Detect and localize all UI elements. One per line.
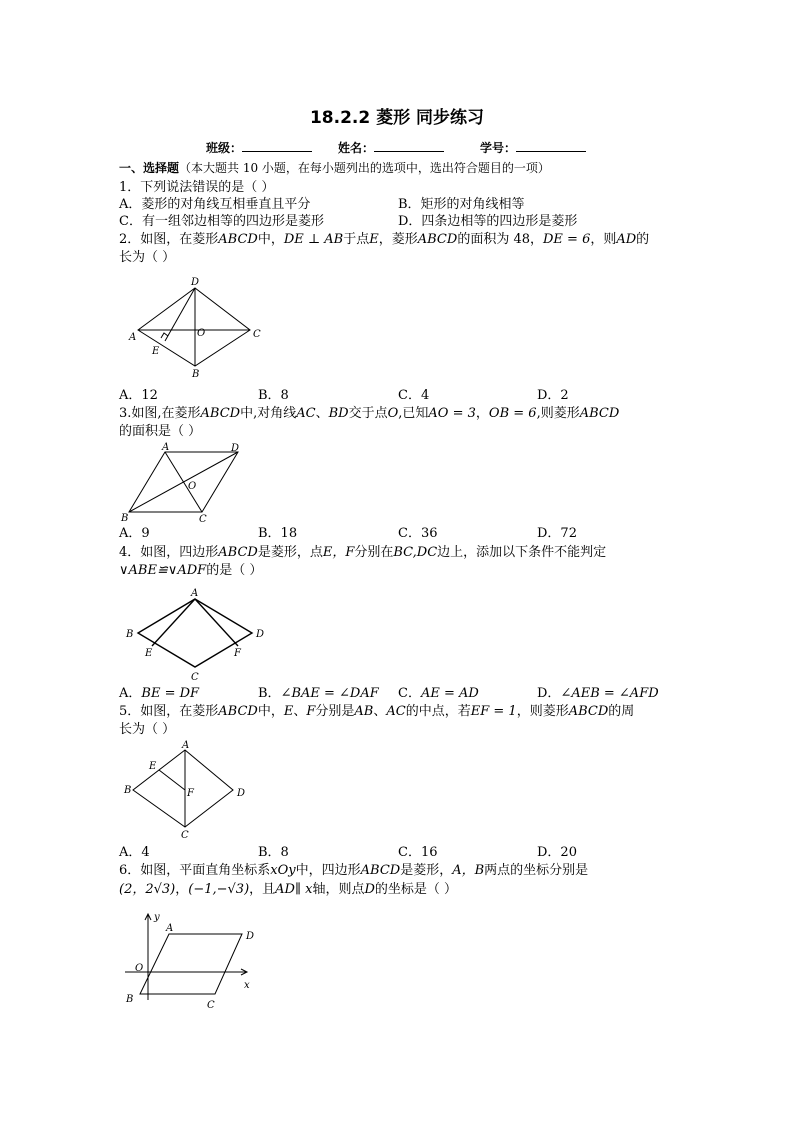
q3-stem-line1: 3.如图,在菱形ABCD中,对角线AC、BD交于点O,已知AO = 3，OB = 6,则菱形ABCD bbox=[119, 406, 620, 421]
q5-label-b: B bbox=[124, 785, 132, 796]
q5-label-d: D bbox=[237, 788, 246, 799]
q2-label-d: D bbox=[191, 277, 200, 288]
q2-label-o: O bbox=[197, 328, 206, 339]
q2-label-c: C bbox=[253, 329, 261, 340]
q2-option-b[interactable]: B．8 bbox=[258, 388, 289, 403]
q2-option-d[interactable]: D．2 bbox=[537, 388, 569, 403]
id-label: 学号： bbox=[480, 141, 517, 155]
q5-label-c: C bbox=[181, 830, 189, 841]
q5-option-d[interactable]: D．20 bbox=[537, 845, 577, 860]
q4-label-c: C bbox=[191, 672, 199, 683]
q6-label-d: D bbox=[246, 931, 255, 942]
q3-option-b[interactable]: B．18 bbox=[258, 526, 298, 541]
q3-option-a[interactable]: A．9 bbox=[119, 526, 150, 541]
q4-label-d: D bbox=[256, 629, 265, 640]
section-label: 一、选择题 bbox=[119, 161, 180, 175]
q6-stem-line2: (2，2√3)，(−1,−√3)，且AD∥ x轴，则点D的坐标是（ ） bbox=[119, 882, 458, 897]
q6-label-x: x bbox=[244, 980, 250, 991]
q4-option-a[interactable]: A．BE = DF bbox=[119, 686, 200, 701]
section-note: （本大题共 10 小题，在每小题列出的选项中，选出符合题目的一项） bbox=[179, 161, 550, 175]
q2-stem-line2: 长为（ ） bbox=[119, 250, 176, 265]
q5-label-e: E bbox=[149, 761, 157, 772]
q4-option-c[interactable]: C．AE = AD bbox=[398, 686, 479, 701]
q2-option-c[interactable]: C．4 bbox=[398, 388, 430, 403]
q3-stem-line2: 的面积是（ ） bbox=[119, 424, 202, 439]
q1-stem: 1．下列说法错误的是（ ） bbox=[119, 180, 275, 195]
q4-option-b[interactable]: B．∠BAE = ∠DAF bbox=[258, 686, 379, 701]
q6-label-b: B bbox=[126, 994, 134, 1005]
q4-label-e: E bbox=[145, 648, 153, 659]
q5-option-a[interactable]: A．4 bbox=[119, 845, 150, 860]
q1-option-c[interactable]: C．有一组邻边相等的四边形是菱形 bbox=[119, 214, 324, 229]
q4-label-a: A bbox=[191, 588, 199, 599]
q1-option-b[interactable]: B．矩形的对角线相等 bbox=[398, 197, 525, 212]
q1-option-d[interactable]: D．四条边相等的四边形是菱形 bbox=[398, 214, 578, 229]
q3-label-c: C bbox=[199, 514, 207, 525]
page-title: 18.2.2 菱形 同步练习 bbox=[309, 108, 485, 128]
q5-label-f: F bbox=[187, 788, 194, 799]
q6-label-o: O bbox=[135, 963, 144, 974]
q2-stem-line1: 2．如图，在菱形ABCD中，DE ⊥ AB于点E，菱形ABCD的面积为 48，DE = 6，则AD的 bbox=[119, 232, 650, 247]
q3-option-c[interactable]: C．36 bbox=[398, 526, 438, 541]
q6-stem-line1: 6．如图，平面直角坐标系xOy中，四边形ABCD是菱形，A，B两点的坐标分别是 bbox=[119, 863, 589, 878]
q3-label-d: D bbox=[231, 443, 240, 454]
q3-option-d[interactable]: D．72 bbox=[537, 526, 577, 541]
q4-option-d[interactable]: D．∠AEB = ∠AFD bbox=[537, 686, 659, 701]
q6-label-c: C bbox=[207, 1000, 215, 1011]
q3-label-a: A bbox=[162, 442, 170, 453]
name-label: 姓名： bbox=[338, 141, 375, 155]
q2-label-a: A bbox=[129, 332, 137, 343]
q5-label-a: A bbox=[182, 740, 190, 751]
q3-label-o: O bbox=[188, 481, 197, 492]
q3-label-b: B bbox=[121, 513, 129, 524]
q5-stem-line1: 5．如图，在菱形ABCD中，E、F分别是AB、AC的中点，若EF = 1，则菱形ABCD的周 bbox=[119, 704, 635, 719]
q5-option-c[interactable]: C．16 bbox=[398, 845, 438, 860]
q5-stem-line2: 长为（ ） bbox=[119, 722, 176, 737]
q4-stem-line2: ∨ABE≌∨ADF的是（ ） bbox=[119, 563, 263, 578]
q2-option-a[interactable]: A．12 bbox=[119, 388, 158, 403]
class-label: 班级： bbox=[206, 141, 243, 155]
q5-option-b[interactable]: B．8 bbox=[258, 845, 289, 860]
q4-label-b: B bbox=[126, 629, 134, 640]
q2-label-e: E bbox=[152, 346, 160, 357]
q2-label-b: B bbox=[192, 369, 200, 380]
q4-stem-line1: 4．如图，四边形ABCD是菱形，点E，F分别在BC,DC边上，添加以下条件不能判定 bbox=[119, 545, 607, 560]
q4-label-f: F bbox=[234, 648, 241, 659]
q1-option-a[interactable]: A．菱形的对角线互相垂直且平分 bbox=[119, 197, 311, 212]
q6-label-y: y bbox=[154, 912, 160, 923]
q6-label-a: A bbox=[166, 923, 174, 934]
